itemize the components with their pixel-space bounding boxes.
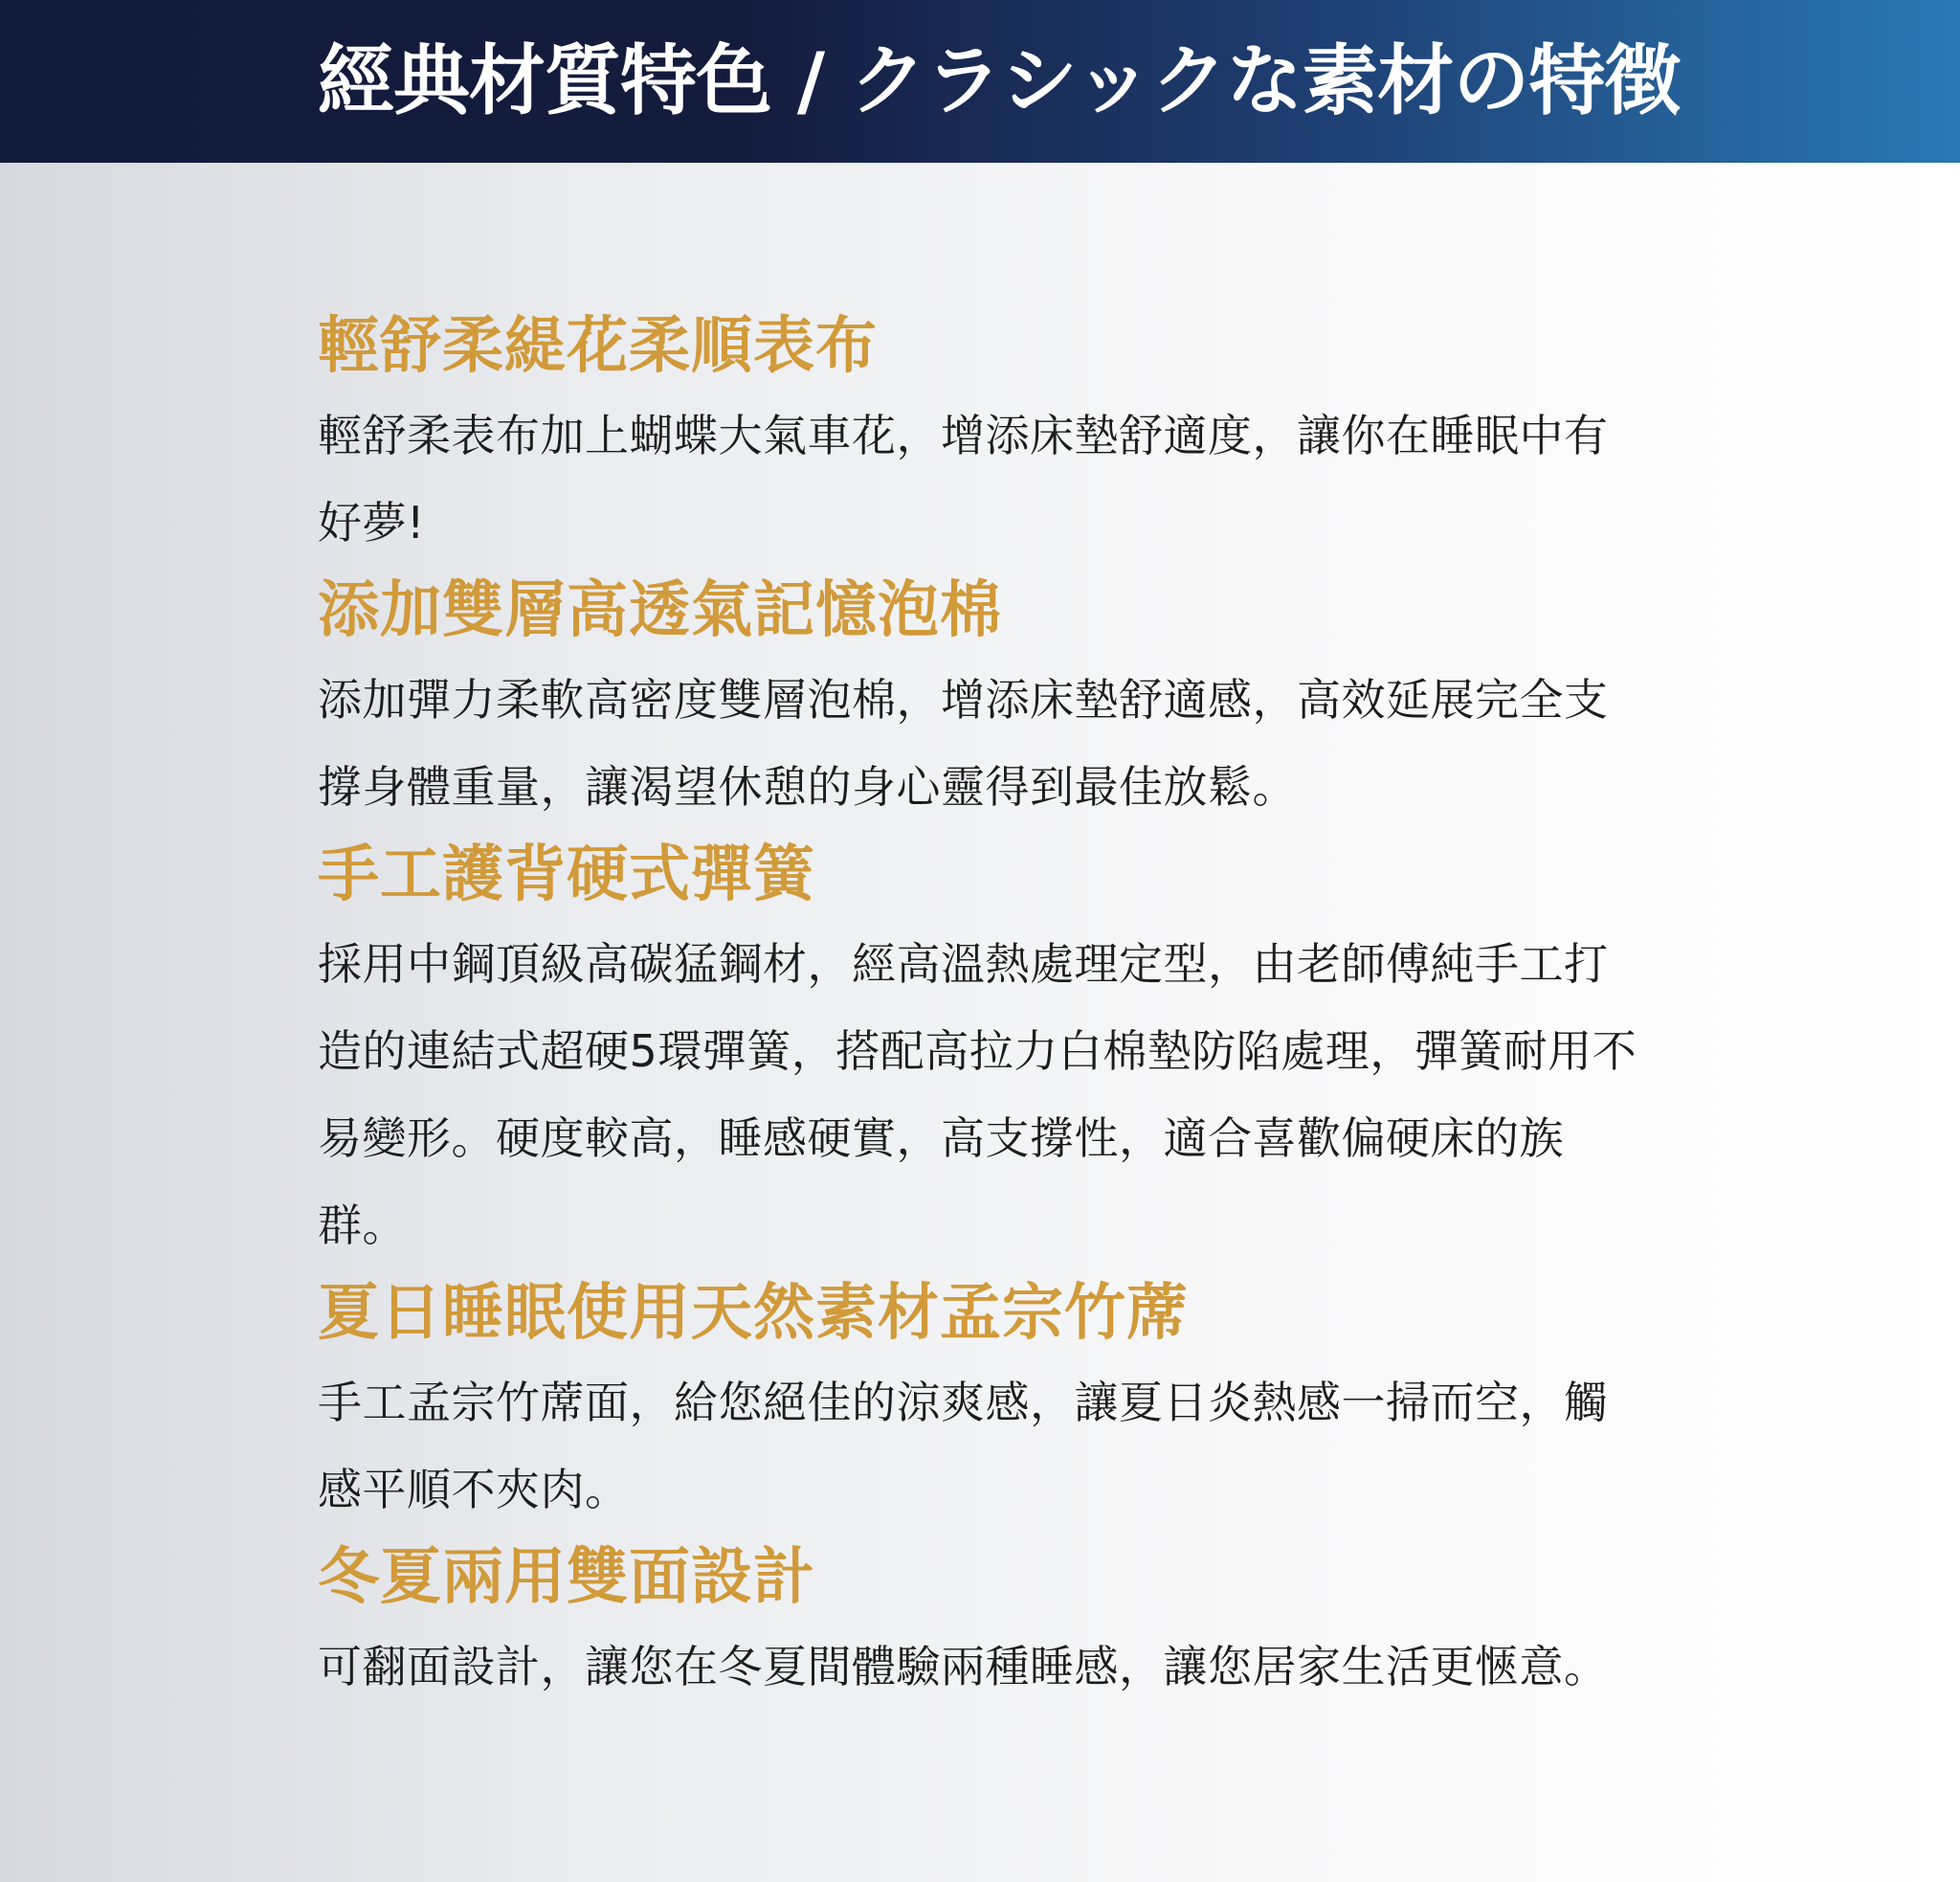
feature-section <box>318 306 1638 567</box>
feature-section <box>318 1273 1638 1534</box>
feature-heading: 冬夏兩用雙面設計 <box>318 1542 815 1613</box>
feature-description: 採用中鋼頂級高碳猛鋼材，經高溫熱處理定型，由老師傅純手工打造的連結式超硬5環彈簧，搭配高拉力白棉墊防陷處理，彈簧耐用不易變形。硬度較高，睡感硬實，高支撐性，適合喜歡偏硬床的族群。 <box>318 938 1637 1251</box>
feature-section <box>318 571 1638 831</box>
feature-list <box>318 306 1638 1714</box>
feature-section <box>318 835 1638 1269</box>
feature-description: 輕舒柔表布加上蝴蝶大氣車花，增添床墊舒適度，讓你在睡眠中有好夢! <box>318 410 1609 549</box>
feature-description: 添加彈力柔軟高密度雙層泡棉，增添床墊舒適感，高效延展完全支撐身體重量，讓渴望休憩的身心靈得到最佳放鬆。 <box>318 674 1609 813</box>
feature-heading: 輕舒柔緹花柔順表布 <box>318 311 878 382</box>
feature-heading: 手工護背硬式彈簧 <box>318 840 815 910</box>
page-title: 經典材質特色 / クラシックな素材の特徴 <box>318 36 1681 125</box>
feature-heading: 添加雙層高透氣記憶泡棉 <box>318 575 1002 646</box>
header-banner <box>0 0 1960 163</box>
feature-description: 可翻面設計，讓您在冬夏間體驗兩種睡感，讓您居家生活更愜意。 <box>318 1641 1609 1692</box>
feature-heading: 夏日睡眠使用天然素材孟宗竹蓆 <box>318 1278 1189 1349</box>
feature-section <box>318 1537 1638 1711</box>
feature-description: 手工孟宗竹蓆面，給您絕佳的涼爽感，讓夏日炎熱感一掃而空，觸感平順不夾肉。 <box>318 1377 1609 1515</box>
